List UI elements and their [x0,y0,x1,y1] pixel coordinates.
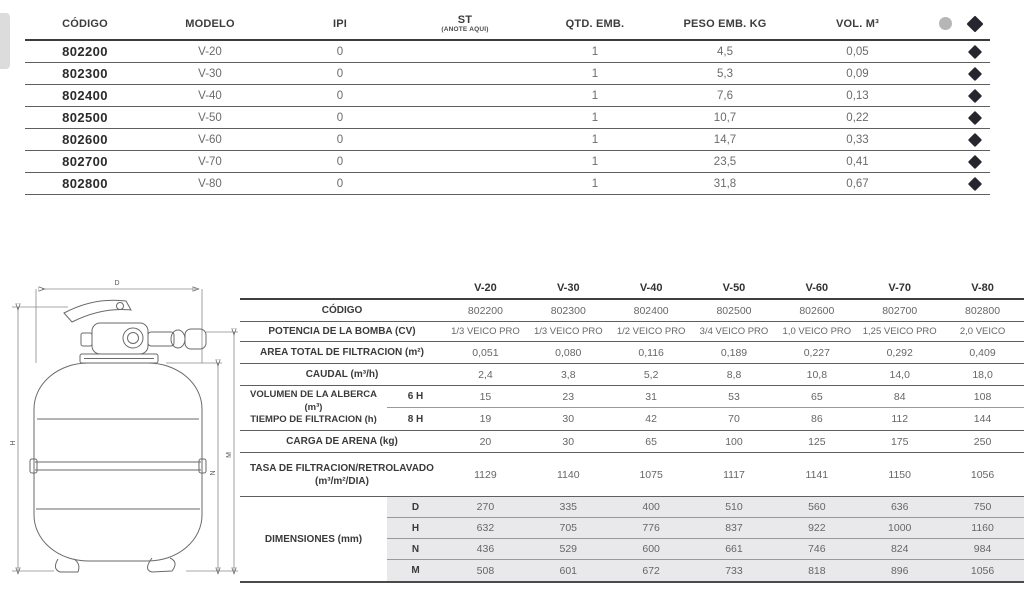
table-row [25,173,990,195]
codigo-cell: 802600 [62,132,108,147]
spec-cell: 335 [527,497,610,518]
row-label: DIMENSIONES (mm) [264,533,363,545]
spec-cell: 400 [610,497,693,518]
filter-drawing [6,277,241,577]
dim-label-n: N [210,470,217,476]
spec-cell: 705 [527,518,610,539]
sub-row-label: 8 H [407,413,424,425]
modelo-cell: V-70 [198,155,222,168]
vol-cell: 0,22 [846,111,869,124]
row-label: CÓDIGO [321,305,363,316]
peso-cell: 14,7 [713,133,737,146]
spec-cell: 108 [941,386,1024,408]
spec-cell: 802500 [716,304,752,317]
table-row [25,41,990,63]
spec-row-caudal [240,364,1024,386]
spec-row-dimensiones [240,497,1024,583]
dim-label-m: M [226,452,233,458]
diamond-icon [960,113,990,123]
spec-cell: 70 [728,413,740,425]
spec-cell: 802700 [882,304,918,317]
ipi-cell: 0 [336,155,344,168]
spec-row-carga [240,431,1024,453]
spec-cell: 0,292 [886,346,913,359]
page-edge-artifact [0,13,10,69]
spec-cell: 0,227 [803,346,830,359]
spec-cell: 112 [891,413,909,425]
peso-cell: 7,6 [717,89,733,102]
spec-cell: 837 [693,518,776,539]
legend-diamond-icon [960,18,990,30]
spec-cell: 818 [775,560,858,581]
spec-cell: 8,8 [726,368,742,381]
sub-row-label: H [387,518,444,539]
spec-cell: 1150 [888,468,911,481]
spec-cell: 65 [645,435,657,448]
spec-row-area [240,342,1024,364]
spec-cell: 984 [941,539,1024,560]
qtd-cell: 1 [591,177,599,190]
sub-row-label: N [387,539,444,560]
codigo-cell: 802800 [62,176,108,191]
spec-cell: 896 [858,560,941,581]
spec-cell: 175 [890,435,909,448]
spec-cell: 2,0 VEICO [959,326,1006,337]
qtd-cell: 1 [591,45,599,58]
spec-cell: 776 [610,518,693,539]
spec-row-codigo [240,300,1024,322]
row-label [240,462,444,488]
vol-cell: 0,67 [846,177,869,190]
header-qtd-emb: QTD. EMB. [565,17,625,30]
spec-cell: 1140 [556,468,580,481]
spec-row-potencia [240,322,1024,342]
modelo-cell: V-30 [198,67,222,80]
spec-cell: 436 [444,539,527,560]
ipi-cell: 0 [336,67,344,80]
spec-cell: 10,8 [806,368,828,381]
qtd-cell: 1 [591,155,599,168]
modelo-cell: V-60 [198,133,222,146]
ipi-cell: 0 [336,89,344,102]
spec-cell: 5,2 [643,368,659,381]
dim-label-h: H [10,440,17,446]
spec-cell: 802200 [467,304,503,317]
spec-cell: 750 [941,497,1024,518]
codigo-cell: 802300 [62,66,108,81]
modelo-cell: V-80 [198,177,222,190]
vol-cell: 0,13 [846,89,869,102]
model-header: V-70 [888,281,912,294]
diamond-icon [960,135,990,145]
row-label: AREA TOTAL DE FILTRACION (m²) [260,347,424,358]
spec-cell: 672 [610,560,693,581]
spec-cell: 1129 [474,468,497,481]
spec-cell: 42 [645,413,657,425]
spec-cell: 100 [725,435,743,448]
spec-cell: 86 [811,413,823,425]
header-peso-emb: PESO EMB. KG [683,17,767,30]
peso-cell: 4,5 [717,45,733,58]
model-header: V-80 [971,281,994,294]
spec-cell: 53 [693,386,776,408]
spec-header-row [240,277,1024,300]
diamond-icon [960,179,990,189]
diamond-icon [960,91,990,101]
table-row [25,63,990,85]
spec-cell: 1000 [858,518,941,539]
spec-cell: 1056 [970,468,995,481]
model-header: V-60 [805,281,829,294]
codigo-cell: 802200 [62,44,108,59]
sub-row-label: M [387,560,444,581]
spec-cell: 19 [479,413,492,425]
spec-cell: 746 [775,539,858,560]
spec-row-tasa [240,453,1024,497]
dim-label-d: D [114,280,120,287]
packing-table-header [25,8,990,41]
spec-cell: 144 [973,413,992,425]
model-header: V-50 [722,281,746,294]
codigo-cell: 802400 [62,88,108,103]
spec-cell: 1075 [639,468,663,481]
vol-cell: 0,05 [846,45,869,58]
spec-cell: 1117 [723,468,745,481]
spec-cell: 1,0 VEICO PRO [782,326,852,337]
sub-row-label: 6 H [387,386,444,408]
tasa-label-line2: (m³/m²/DIA) [315,475,369,487]
table-row [25,85,990,107]
peso-cell: 5,3 [717,67,733,80]
modelo-cell: V-20 [198,45,222,58]
diamond-icon [960,69,990,79]
vol-cell: 0,09 [846,67,869,80]
ipi-cell: 0 [336,45,344,58]
ipi-cell: 0 [336,111,344,124]
spec-cell: 84 [858,386,941,408]
diamond-icon [960,157,990,167]
spec-cell: 922 [775,518,858,539]
spec-cell: 661 [693,539,776,560]
spec-cell: 733 [693,560,776,581]
spec-cell: 508 [444,560,527,581]
modelo-cell: V-40 [198,89,222,102]
spec-cell: 2,4 [478,368,493,381]
header-codigo: CÓDIGO [62,17,108,30]
spec-cell: 0,080 [555,346,582,359]
spec-cell: 18,0 [972,368,993,381]
spec-cell: 510 [693,497,776,518]
peso-cell: 10,7 [713,111,737,124]
spec-cell: 600 [610,539,693,560]
header-vol-m3: VOL. M³ [836,17,879,30]
packing-table [25,8,990,195]
spec-cell: 601 [527,560,610,581]
spec-cell: 20 [479,435,492,448]
legend-circle-icon [930,17,960,30]
vol-cell: 0,41 [846,155,869,168]
spec-cell: 250 [973,435,992,448]
spec-cell: 0,189 [720,346,748,359]
row-label: CARGA DE ARENA (kg) [286,436,398,447]
spec-cell: 802300 [550,304,586,317]
spec-cell: 3,8 [560,368,576,381]
spec-cell: 15 [444,386,527,408]
row-label [240,386,387,430]
modelo-cell: V-50 [198,111,222,124]
spec-cell: 529 [527,539,610,560]
peso-cell: 23,5 [713,155,737,168]
spec-cell: 65 [775,386,858,408]
ipi-cell: 0 [336,177,344,190]
spec-cell: 1/3 VEICO PRO [451,326,520,337]
model-header: V-30 [556,281,580,294]
table-row [25,107,990,129]
table-row [25,151,990,173]
header-modelo: MODELO [185,17,235,30]
table-row [25,129,990,151]
spec-cell: 560 [775,497,858,518]
volumen-label-line2: TIEMPO DE FILTRACION (h) [250,414,377,426]
row-label: POTENCIA DE LA BOMBA (CV) [268,326,416,337]
spec-cell: 636 [858,497,941,518]
spec-table [240,277,1024,583]
model-header: V-20 [474,281,497,294]
spec-cell: 270 [444,497,527,518]
model-header: V-40 [639,281,663,294]
diamond-icon [960,47,990,57]
volumen-label-line1: VOLUMEN DE LA ALBERCA (m³) [249,389,378,413]
spec-cell: 632 [444,518,527,539]
spec-cell: 23 [527,386,610,408]
spec-cell: 1/3 VEICO PRO [533,326,603,337]
spec-cell: 30 [562,413,575,425]
spec-cell: 1141 [805,468,829,481]
row-label: CAUDAL (m³/h) [305,369,379,380]
qtd-cell: 1 [591,133,599,146]
spec-cell: 1056 [941,560,1024,581]
spec-cell: 30 [562,435,575,448]
qtd-cell: 1 [591,67,599,80]
header-ipi: IPI [332,17,348,30]
vol-cell: 0,33 [846,133,869,146]
spec-cell: 802400 [633,304,669,317]
spec-row-volumen [240,386,1024,431]
spec-cell: 0,116 [638,346,664,359]
header-st [405,14,525,33]
spec-cell: 1160 [941,518,1024,539]
spec-cell: 14,0 [889,368,910,381]
tasa-label-line1: TASA DE FILTRACION/RETROLAVADO [250,462,434,474]
spec-cell: 0,051 [472,346,499,359]
spec-cell: 1,25 VEICO PRO [862,326,937,337]
spec-cell: 0,409 [969,346,996,359]
codigo-cell: 802700 [62,154,108,169]
spec-cell: 3/4 VEICO PRO [699,326,769,337]
spec-cell: 31 [610,386,693,408]
spec-cell: 802600 [799,304,835,317]
header-st-title: ST [457,13,473,26]
header-st-note: (ANOTE AQUI) [441,25,489,33]
spec-cell: 802800 [965,304,1001,317]
sub-row-label: D [387,497,444,518]
spec-cell: 125 [808,435,826,448]
spec-cell: 1/2 VEICO PRO [616,326,686,337]
qtd-cell: 1 [591,89,599,102]
qtd-cell: 1 [591,111,599,124]
peso-cell: 31,8 [713,177,737,190]
spec-cell: 824 [858,539,941,560]
codigo-cell: 802500 [62,110,108,125]
ipi-cell: 0 [336,133,344,146]
